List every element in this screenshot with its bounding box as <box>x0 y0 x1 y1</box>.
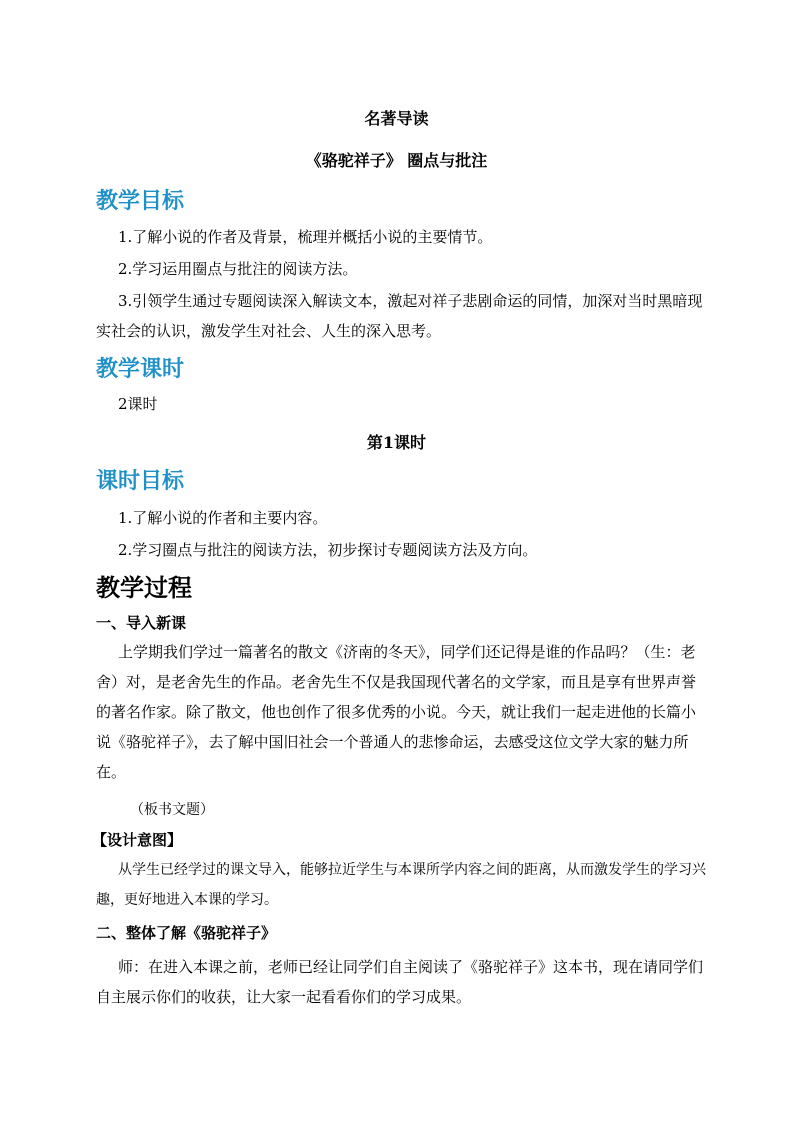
goal-item-3: 3.引领学生通过专题阅读深入解读文本，激起对祥子悲剧命运的同情，加深对当时黑暗现实社会的认识，激发学生对社会、人生的深入思考。 <box>96 292 703 340</box>
lesson-goal-item-1: 1.了解小说的作者和主要内容。 <box>118 509 328 527</box>
class-hours-text: 2课时 <box>118 395 158 413</box>
heading-teaching-goals: 教学目标 <box>96 189 185 214</box>
design-title: 【设计意图】 <box>92 831 183 849</box>
design-text: 从学生已经学过的课文导入，能够拉近学生与本课所学内容之间的距离，从而激发学生的学习兴趣，更好地进入本课的学习。 <box>96 862 706 908</box>
board-note: （板书文题） <box>130 802 214 818</box>
lesson-title: 第1课时 <box>366 433 427 452</box>
part1-text: 上学期我们学过一篇著名的散文《济南的冬天》，同学们还记得是谁的作品吗？（生：老舍）对，是老舍先生的作品。老舍先生不仅是我国现代著名的文学家，而且是享有世界声誉的著名作家。除了散文，他也创作了很多优秀的小说。今天，就让我们一起走进他的长篇小说《骆驼祥子》，去了解中国旧社会一个普通人的悲惨命运，去感受这位文学大家的魅力所在。 <box>96 643 697 781</box>
heading-class-hours: 教学课时 <box>96 357 185 382</box>
part1-title: 一、导入新课 <box>96 614 187 632</box>
goal-item-1: 1.了解小说的作者及背景，梳理并概括小说的主要情节。 <box>118 228 493 246</box>
heading-lesson-goals: 课时目标 <box>96 469 185 494</box>
doc-title: 名著导读 <box>364 109 429 128</box>
part2-text: 师：在进入本课之前，老师已经让同学们自主阅读了《骆驼祥子》这本书，现在请同学们自主展示你们的收获，让大家一起看看你们的学习成果。 <box>96 958 704 1006</box>
part2-title: 二、整体了解《骆驼祥子》 <box>96 924 277 942</box>
goal-item-2: 2.学习运用圈点与批注的阅读方法。 <box>118 260 358 278</box>
lesson-goal-item-2: 2.学习圈点与批注的阅读方法，初步探讨专题阅读方法及方向。 <box>118 541 538 559</box>
heading-teaching-process: 教学过程 <box>96 574 192 602</box>
doc-subtitle: 《骆驼祥子》 圈点与批注 <box>305 151 488 170</box>
